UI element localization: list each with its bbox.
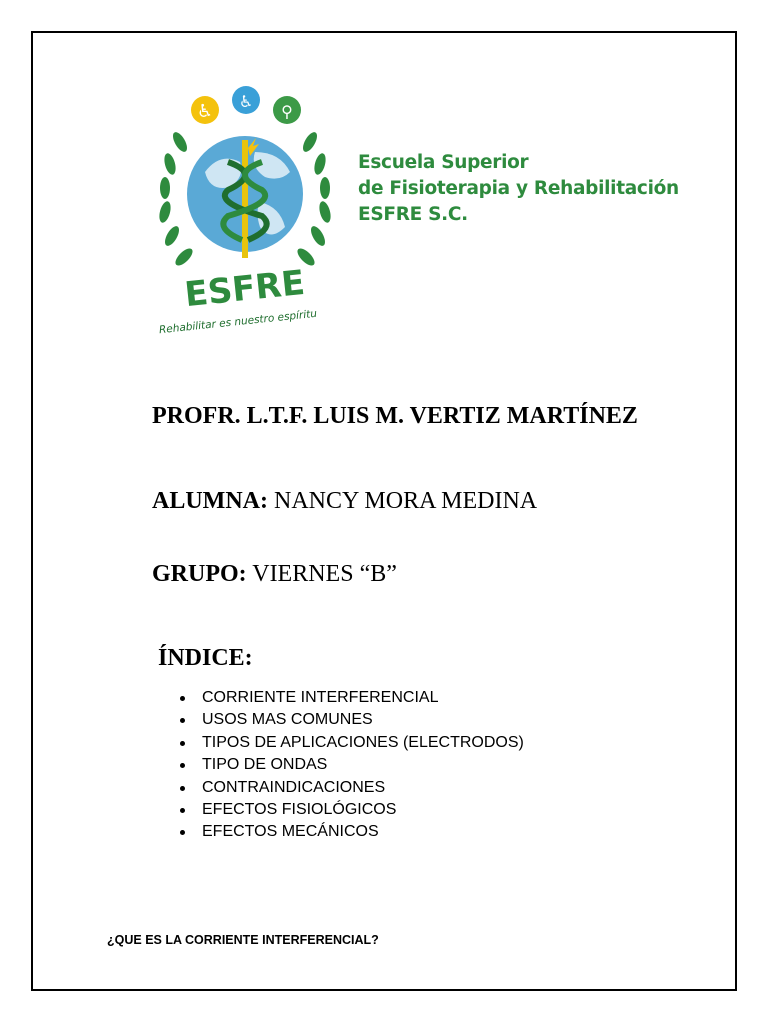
svg-text:♿: ♿ xyxy=(196,101,214,122)
school-line-3: ESFRE S.C. xyxy=(358,204,468,225)
esfre-tagline: Rehabilitar es nuestro espíritu xyxy=(158,307,318,337)
index-item: USOS MAS COMUNES xyxy=(180,709,524,731)
index-item: TIPO DE ONDAS xyxy=(180,754,524,776)
student-label: ALUMNA: xyxy=(152,488,268,514)
student-value: NANCY MORA MEDINA xyxy=(273,488,538,514)
school-line-2: de Fisioterapia y Rehabilitación xyxy=(358,178,679,199)
student-field xyxy=(152,488,537,515)
question-heading: ¿QUE ES LA CORRIENTE INTERFERENCIAL? xyxy=(107,933,379,947)
index-item: EFECTOS MECÁNICOS xyxy=(180,821,524,843)
school-line-1: Escuela Superior xyxy=(358,152,529,173)
index-item: CORRIENTE INTERFERENCIAL xyxy=(180,687,524,709)
svg-text:♿: ♿ xyxy=(238,92,254,111)
professor-name: PROFR. L.T.F. LUIS M. VERTIZ MARTÍNEZ xyxy=(152,403,638,429)
index-list xyxy=(180,687,524,844)
svg-text:⚲: ⚲ xyxy=(281,102,293,121)
school-name xyxy=(358,150,679,228)
index-item: CONTRAINDICACIONES xyxy=(180,777,524,799)
group-field xyxy=(152,561,397,588)
esfre-wordmark: ESFRE xyxy=(182,262,307,316)
index-item: EFECTOS FISIOLÓGICOS xyxy=(180,799,524,821)
index-item: TIPOS DE APLICACIONES (ELECTRODOS) xyxy=(180,732,524,754)
group-value: VIERNES “B” xyxy=(252,561,397,587)
index-title: ÍNDICE: xyxy=(158,645,253,671)
group-label: GRUPO: xyxy=(152,561,247,587)
esfre-logo xyxy=(150,82,340,342)
